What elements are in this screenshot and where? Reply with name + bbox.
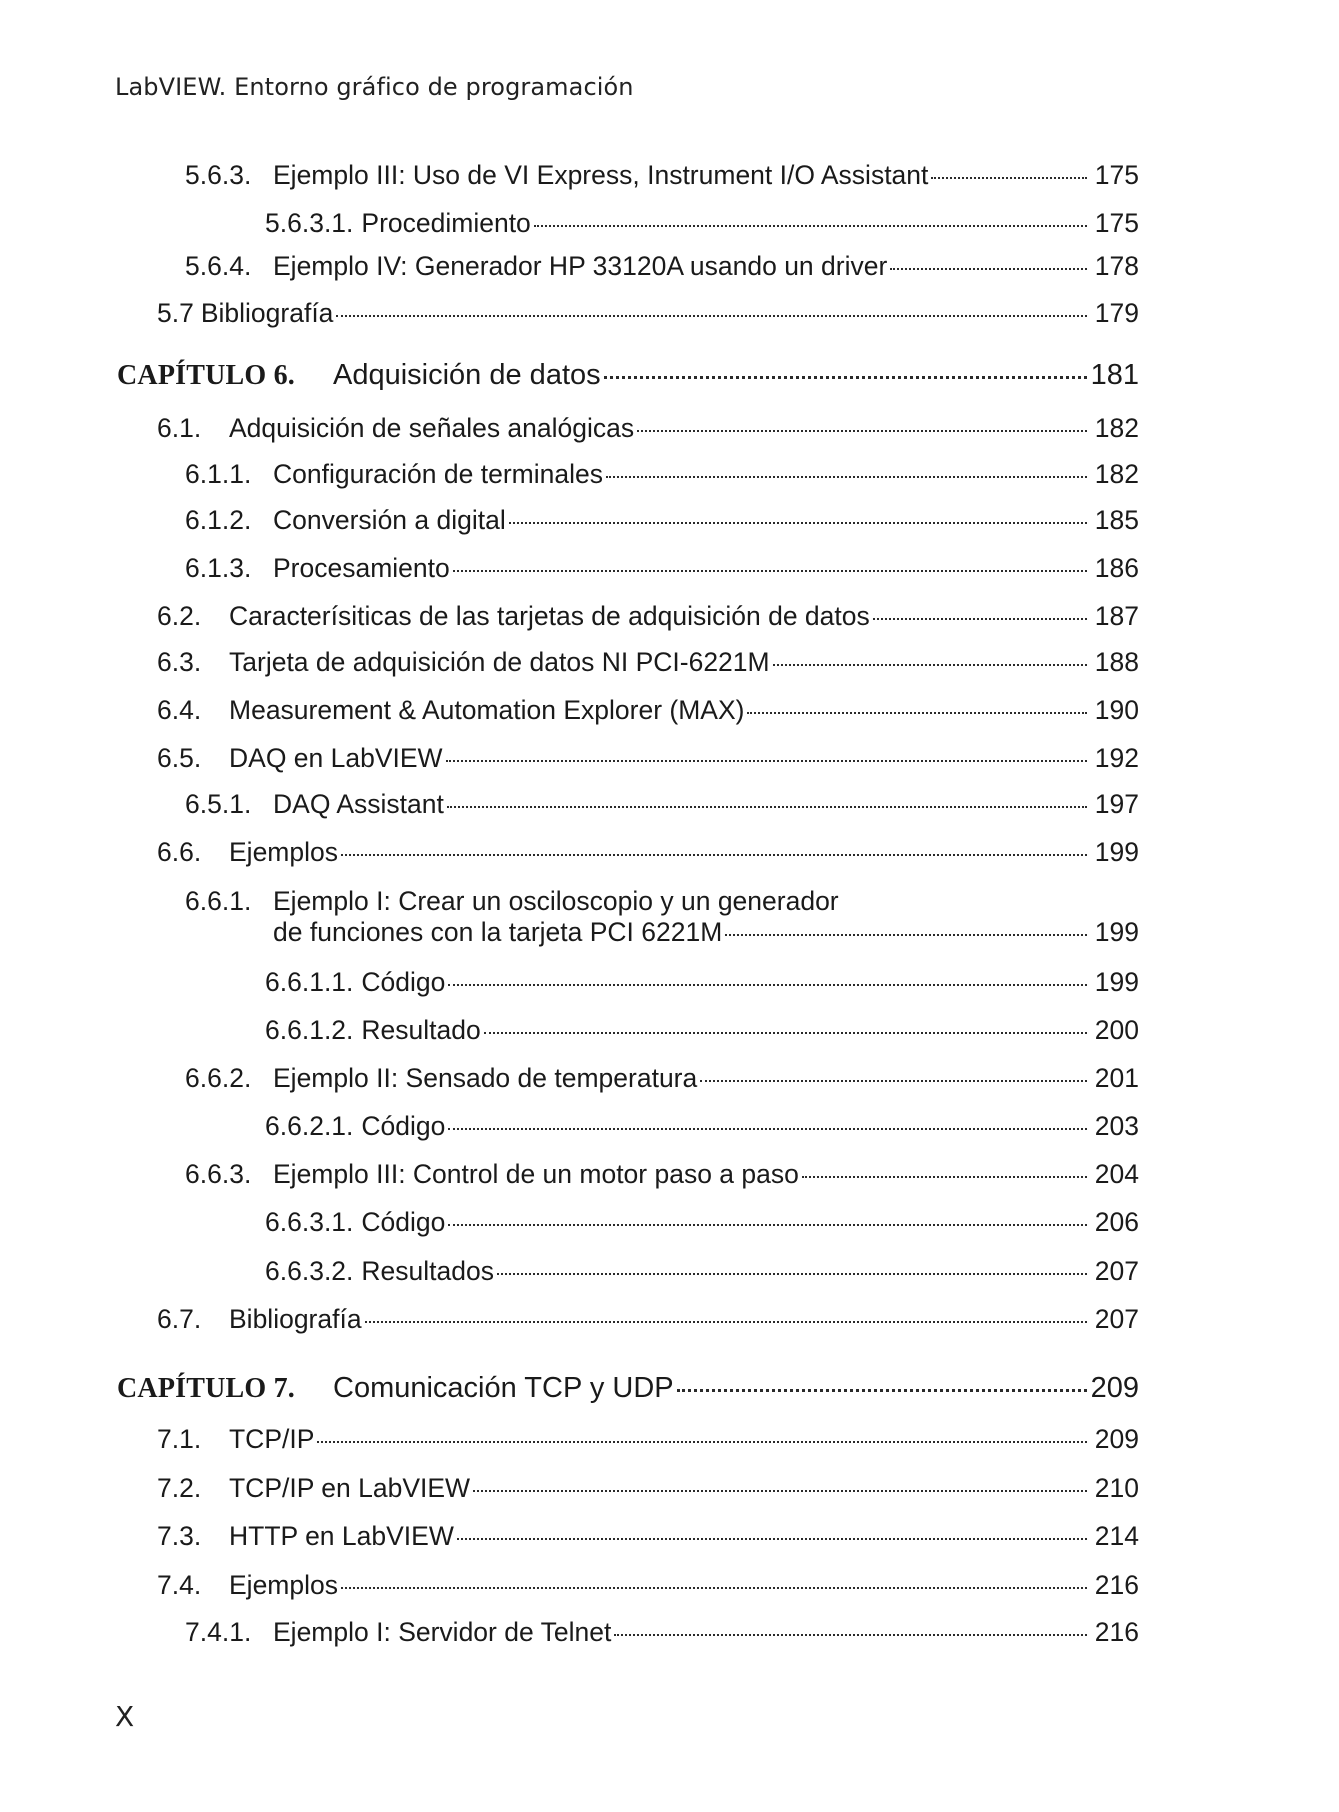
toc-entry-number: 6.6.2. [185, 1063, 252, 1093]
dot-leader [317, 1441, 1087, 1443]
chapter-page: 181 [1090, 359, 1139, 391]
toc-entry[interactable] [185, 1063, 1139, 1094]
toc-entry-number: 6.4. [157, 695, 202, 725]
dot-leader [637, 430, 1087, 432]
toc-entry-page: 197 [1094, 789, 1139, 819]
dot-leader [446, 760, 1087, 762]
dot-leader [447, 806, 1087, 808]
toc-entry-page: 207 [1094, 1304, 1139, 1334]
toc-entry-title: Adquisición de señales analógicas [229, 413, 635, 443]
toc-entry-number: 6.1.2. [185, 505, 252, 535]
toc-entry-page: 199 [1094, 917, 1139, 947]
toc-entry-page: 190 [1094, 695, 1139, 725]
toc-entry-page: 179 [1094, 298, 1139, 328]
toc-entry-number: 6.6.2.1. [265, 1111, 354, 1141]
toc-entry-page: 188 [1094, 647, 1139, 677]
toc-entry-page: 199 [1094, 967, 1139, 997]
toc-entry-number: 5.6.3.1. [265, 208, 354, 238]
toc-entry-title: HTTP en LabVIEW [229, 1521, 454, 1551]
toc-entry[interactable] [185, 789, 1139, 820]
toc-entry-number: 6.6.3.1. [265, 1207, 354, 1237]
toc-entry[interactable] [157, 743, 1139, 774]
toc-entry-page: 216 [1094, 1570, 1139, 1600]
toc-entry-number: 6.7. [157, 1304, 202, 1334]
toc-entry-page: 175 [1094, 208, 1139, 238]
toc-entry-page: 203 [1094, 1111, 1139, 1141]
toc-entry-title: Bibliografía [229, 1304, 362, 1334]
toc-entry-page: 207 [1094, 1256, 1139, 1286]
toc-entry-number: 7.4.1. [185, 1617, 252, 1647]
toc-entry-page: 204 [1094, 1159, 1139, 1189]
toc-entry-title: Resultados [361, 1256, 494, 1286]
dot-leader [931, 177, 1087, 179]
toc-entry-number: 6.6.1.1. [265, 967, 354, 997]
page-number: X [115, 1700, 135, 1733]
toc-entry[interactable] [157, 1570, 1139, 1601]
toc-entry[interactable] [185, 459, 1139, 490]
dot-leader [448, 984, 1087, 986]
toc-entry[interactable] [265, 208, 1139, 239]
toc-entry-title: Código [361, 1111, 446, 1141]
toc-entry-page: 209 [1094, 1424, 1139, 1454]
dot-leader [509, 522, 1087, 524]
toc-entry[interactable] [157, 1424, 1139, 1455]
dot-leader [457, 1538, 1087, 1540]
toc-entry-number: 7.1. [157, 1424, 202, 1454]
toc-entry-number: 5.6.4. [185, 251, 252, 281]
toc-entry-title: DAQ en LabVIEW [229, 743, 443, 773]
toc-entry-title-line1: Ejemplo I: Crear un osciloscopio y un generador [273, 886, 839, 916]
toc-entry-number: 6.6. [157, 837, 202, 867]
toc-entry-page: 175 [1094, 160, 1139, 190]
toc-entry[interactable] [157, 1304, 1139, 1335]
toc-entry[interactable] [265, 967, 1139, 998]
chapter-label: CAPÍTULO 7. [117, 1373, 295, 1404]
toc-entry[interactable] [265, 1111, 1139, 1142]
toc-entry-page: 186 [1094, 553, 1139, 583]
toc-entry-number: 6.6.3. [185, 1159, 252, 1189]
toc-entry-title: Procedimiento [361, 208, 531, 238]
toc-entry-title: TCP/IP [229, 1424, 315, 1454]
toc-entry-page: 200 [1094, 1015, 1139, 1045]
toc-entry-title: de funciones con la tarjeta PCI 6221M [273, 917, 723, 947]
toc-entry-title: Caracterísiticas de las tarjetas de adquisición de datos [229, 601, 870, 631]
toc-entry-number: 5.7 [157, 298, 194, 328]
toc-entry[interactable] [185, 553, 1139, 584]
page-header: LabVIEW. Entorno gráfico de programación [115, 73, 634, 101]
dot-leader [336, 315, 1087, 317]
toc-entry-title: DAQ Assistant [273, 789, 444, 819]
dot-leader [614, 1634, 1087, 1636]
toc-entry[interactable] [185, 1159, 1139, 1190]
chapter-label: CAPÍTULO 6. [117, 360, 295, 391]
toc-entry[interactable] [157, 298, 1139, 329]
toc-entry-number: 6.6.3.2. [265, 1256, 354, 1286]
toc-chapter-7[interactable] [117, 1372, 1139, 1405]
toc-entry[interactable] [185, 505, 1139, 536]
toc-entry-page: 214 [1094, 1521, 1139, 1551]
toc-entry-number: 7.4. [157, 1570, 202, 1600]
toc-entry-page: 182 [1094, 459, 1139, 489]
toc-entry-title: Bibliografía [200, 298, 334, 328]
toc-entry[interactable] [157, 1521, 1139, 1552]
toc-entry-number: 5.6.3. [185, 160, 252, 190]
toc-entry[interactable] [185, 251, 1139, 282]
toc-entry-page: 210 [1094, 1473, 1139, 1503]
toc-entry-page: 201 [1094, 1063, 1139, 1093]
dot-leader [365, 1321, 1087, 1323]
dot-leader [873, 618, 1087, 620]
toc-chapter-6[interactable] [117, 359, 1139, 392]
toc-entry[interactable] [265, 1207, 1139, 1238]
toc-entry-title: Ejemplo IV: Generador HP 33120A usando un driver [273, 251, 888, 281]
toc-entry-number: 7.2. [157, 1473, 202, 1503]
toc-entry[interactable] [265, 1015, 1139, 1046]
toc-entry[interactable] [157, 647, 1139, 678]
toc-entry-title: Resultado [361, 1015, 481, 1045]
toc-entry-page: 182 [1094, 413, 1139, 443]
dot-leader [448, 1128, 1087, 1130]
toc-entry-page: 206 [1094, 1207, 1139, 1237]
toc-entry-title: Código [361, 1207, 446, 1237]
toc-entry[interactable] [273, 917, 1139, 948]
toc-entry-title: Measurement & Automation Explorer (MAX) [229, 695, 745, 725]
dot-leader [604, 376, 1087, 379]
toc-entry[interactable] [265, 1256, 1139, 1287]
dot-leader [448, 1224, 1087, 1226]
dot-leader [473, 1490, 1087, 1492]
dot-leader [453, 570, 1087, 572]
toc-entry-title: Ejemplos [229, 837, 338, 867]
toc-entry-title: Procesamiento [273, 553, 450, 583]
dot-leader [484, 1032, 1087, 1034]
toc-entry-page: 187 [1094, 601, 1139, 631]
toc-entry-number: 7.3. [157, 1521, 202, 1551]
toc-entry-title: Configuración de terminales [273, 459, 603, 489]
toc-entry-number: 6.3. [157, 647, 202, 677]
toc-entry-page: 178 [1094, 251, 1139, 281]
toc-entry[interactable] [157, 837, 1139, 868]
toc-entry-page: 199 [1094, 837, 1139, 867]
chapter-title: Comunicación TCP y UDP [333, 1372, 674, 1404]
dot-leader [700, 1080, 1087, 1082]
dot-leader [534, 225, 1087, 227]
toc-entry-number: 6.2. [157, 601, 202, 631]
toc-entry-title: Ejemplo III: Control de un motor paso a paso [273, 1159, 799, 1189]
toc-entry[interactable] [185, 1617, 1139, 1648]
toc-entry[interactable] [185, 160, 1139, 191]
toc-entry-page: 216 [1094, 1617, 1139, 1647]
toc-entry-page: 185 [1094, 505, 1139, 535]
toc-entry-title: Ejemplo III: Uso de VI Express, Instrument I/O Assistant [273, 160, 929, 190]
toc-entry-title: Código [361, 967, 446, 997]
toc-entry[interactable] [157, 695, 1139, 726]
dot-leader [606, 476, 1087, 478]
toc-entry-title: Ejemplo I: Servidor de Telnet [273, 1617, 612, 1647]
toc-entry-number: 6.6.1.2. [265, 1015, 354, 1045]
dot-leader [773, 664, 1087, 666]
toc-entry-title: TCP/IP en LabVIEW [229, 1473, 471, 1503]
toc-entry-number: 6.1. [157, 413, 202, 443]
chapter-page: 209 [1090, 1372, 1139, 1404]
toc-entry-number: 6.5. [157, 743, 202, 773]
dot-leader [890, 268, 1087, 270]
dot-leader [747, 712, 1087, 714]
dot-leader [497, 1273, 1087, 1275]
toc-entry[interactable] [157, 413, 1139, 444]
dot-leader [341, 854, 1087, 856]
toc-entry[interactable] [157, 1473, 1139, 1504]
toc-entry-title: Ejemplo II: Sensado de temperatura [273, 1063, 698, 1093]
toc-entry-first-line[interactable] [185, 886, 1139, 917]
dot-leader [725, 934, 1087, 936]
toc-entry-number: 6.5.1. [185, 789, 252, 819]
toc-entry-page: 192 [1094, 743, 1139, 773]
dot-leader [802, 1176, 1087, 1178]
dot-leader [341, 1587, 1087, 1589]
chapter-title: Adquisición de datos [333, 359, 601, 391]
toc-entry[interactable] [157, 601, 1139, 632]
toc-entry-number: 6.1.3. [185, 553, 252, 583]
dot-leader [677, 1389, 1087, 1392]
toc-entry-title: Ejemplos [229, 1570, 338, 1600]
toc-entry-title: Conversión a digital [273, 505, 506, 535]
toc-entry-number: 6.1.1. [185, 459, 252, 489]
toc-entry-title: Tarjeta de adquisición de datos NI PCI-6221M [229, 647, 770, 677]
toc-entry-number: 6.6.1. [185, 886, 252, 916]
